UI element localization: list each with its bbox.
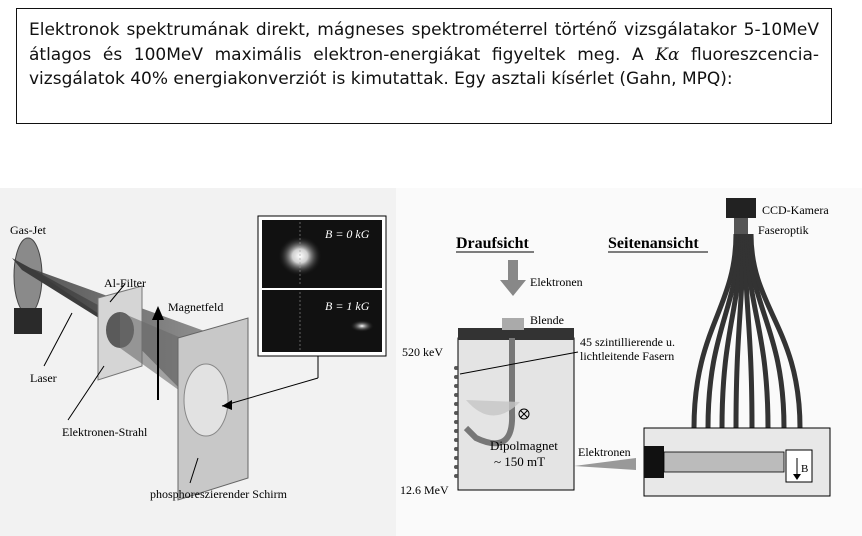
b-box-label: B — [801, 463, 809, 475]
blende-label: Blende — [530, 313, 564, 327]
description-text-box — [16, 8, 832, 124]
description-part-1: Elektronok spektrumának direkt, mágneses spektrométerrel történő vizsgálatakor 5-10MeV átlagos és 100MeV maximális elektron-energiákat figyeltek meg. A — [29, 20, 819, 65]
fasern-label-2: lichtleitende Fasern — [580, 349, 675, 363]
elektronen-strahl-label: Elektronen-Strahl — [62, 425, 148, 439]
description-part-2: fluoreszcencia-vizsgálatok 40% energiakonverziót is kimutattak. Egy asztali kísérlet (Gahn, MPQ): — [29, 44, 819, 89]
elektronen-top-label: Elektronen — [530, 275, 583, 289]
experiment-setup-figure — [0, 188, 400, 536]
gas-jet-label: Gas-Jet — [10, 223, 46, 237]
al-filter-label: Al-Filter — [104, 276, 146, 290]
e520-label: 520 keV — [402, 345, 443, 359]
magnetfeld-label: Magnetfeld — [168, 300, 224, 314]
seitenansicht-label: Seitenansicht — [608, 235, 699, 252]
fasern-label-1: 45 szintillierende u. — [580, 335, 675, 349]
laser-label: Laser — [30, 371, 57, 385]
faseroptik-label: Faseroptik — [758, 223, 809, 237]
ccd-camera — [726, 198, 756, 218]
inset-b0-label: B = 0 kG — [325, 227, 370, 241]
k-alpha-symbol: Kα — [655, 44, 680, 65]
dipol-label-2: ~ 150 mT — [494, 454, 546, 469]
inset-b1-label: B = 1 kG — [325, 299, 370, 313]
spectrometer-figure — [396, 188, 862, 536]
gas-jet-nozzle — [14, 308, 42, 334]
ccd-label: CCD-Kamera — [762, 203, 829, 217]
elektronen-side-label: Elektronen — [578, 445, 631, 459]
draufsicht-label: Draufsicht — [456, 235, 529, 252]
schirm-label: phosphoreszierender Schirm — [150, 487, 287, 501]
dipol-label-1: Dipolmagnet — [490, 438, 558, 453]
e126-label: 12.6 MeV — [400, 483, 449, 497]
